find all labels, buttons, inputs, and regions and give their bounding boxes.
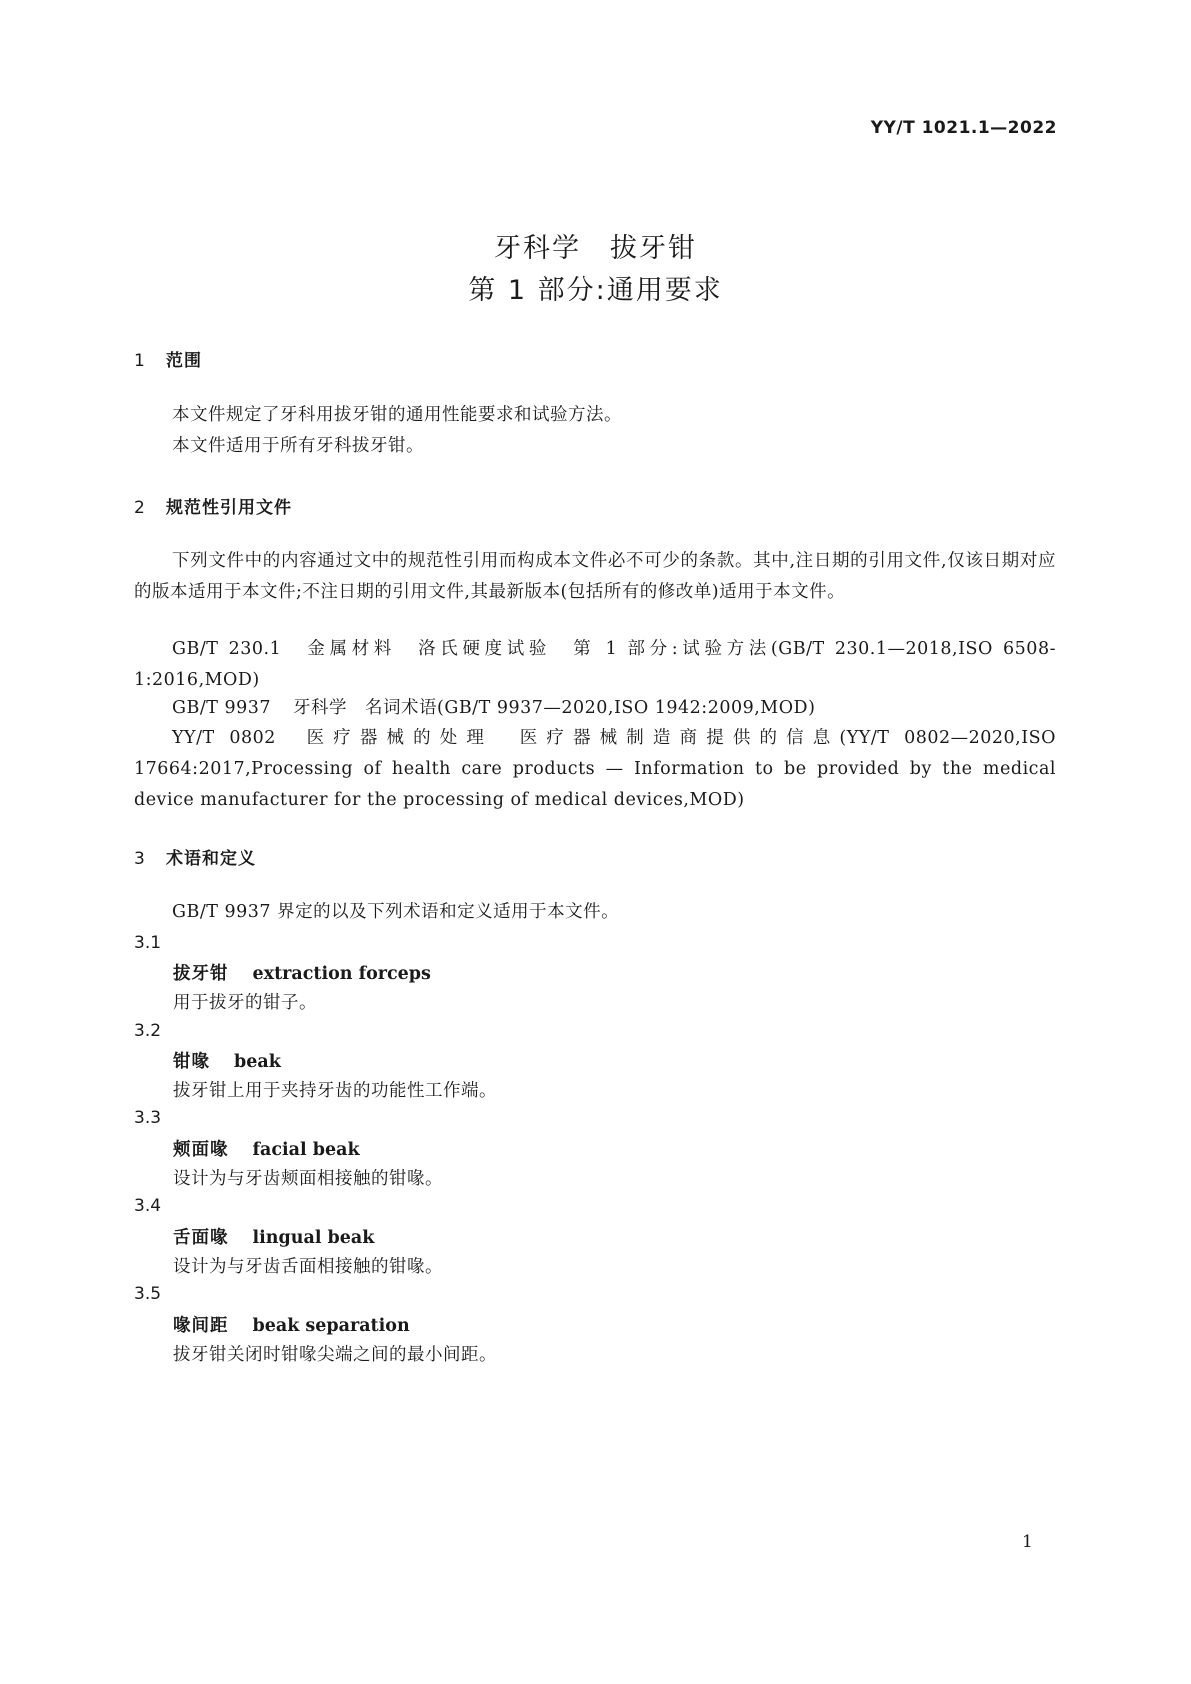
scope-paragraph-1: 本文件规定了牙科用拔牙钳的通用性能要求和试验方法。 (172, 405, 622, 425)
reference-title: 医疗器械的处理 医疗器械制造商提供的信息(YY/T 0802—2020,ISO 17664:2017,Processing of health care products — Information to be provided by the medical device manufacturer for the processing of medical devices,MOD) (134, 728, 1056, 810)
term-name-zh: 舌面喙 (173, 1228, 229, 1248)
section-3-heading (134, 844, 256, 869)
section-number: 2 (134, 498, 146, 518)
section-1-heading (134, 346, 202, 371)
reference-code: GB/T 230.1 (172, 639, 282, 659)
term-name (173, 1224, 374, 1249)
document-code: YY/T 1021.1—2022 (870, 118, 1057, 138)
term-name (173, 960, 431, 985)
term-name-zh: 钳喙 (173, 1052, 210, 1072)
reference-code: YY/T 0802 (172, 728, 276, 748)
term-number: 3.1 (134, 933, 162, 953)
reference-item-1 (134, 634, 1056, 696)
term-name-en: facial beak (252, 1140, 360, 1160)
term-definition: 拔牙钳关闭时钳喙尖端之间的最小间距。 (173, 1345, 497, 1365)
term-definition: 设计为与牙齿颊面相接触的钳喙。 (173, 1169, 443, 1189)
reference-item-3 (134, 723, 1056, 816)
document-title-line2: 第 1 部分:通用要求 (468, 275, 723, 306)
term-name-en: extraction forceps (252, 964, 431, 984)
reference-code: GB/T 9937 (172, 698, 272, 718)
term-number: 3.2 (134, 1021, 162, 1041)
section-number: 1 (134, 351, 146, 371)
term-number: 3.4 (134, 1196, 162, 1216)
section-title: 规范性引用文件 (166, 498, 292, 518)
term-name-zh: 拔牙钳 (173, 964, 229, 984)
section-number: 3 (134, 849, 146, 869)
term-name (173, 1312, 410, 1337)
terms-intro: GB/T 9937 界定的以及下列术语和定义适用于本文件。 (172, 902, 620, 922)
section-2-heading (134, 493, 292, 518)
term-definition: 设计为与牙齿舌面相接触的钳喙。 (173, 1257, 443, 1277)
term-definition: 拔牙钳上用于夹持牙齿的功能性工作端。 (173, 1081, 497, 1101)
term-name (173, 1136, 360, 1161)
reference-title: 牙科学 名词术语(GB/T 9937—2020,ISO 1942:2009,MOD) (293, 698, 816, 718)
reference-item-2 (134, 693, 1056, 724)
term-definition: 用于拔牙的钳子。 (173, 993, 317, 1013)
term-name-zh: 喙间距 (173, 1316, 229, 1336)
references-intro: 下列文件中的内容通过文中的规范性引用而构成本文件必不可少的条款。其中,注日期的引用文件,仅该日期对应的版本适用于本文件;不注日期的引用文件,其最新版本(包括所有的修改单)适用于本文件。 (134, 551, 1056, 602)
page-number: 1 (1022, 1532, 1033, 1552)
term-name-en: beak separation (252, 1316, 410, 1336)
term-name (173, 1048, 281, 1073)
reference-title: 金属材料 洛氏硬度试验 第 1 部分:试验方法(GB/T 230.1—2018,ISO 6508-1:2016,MOD) (134, 639, 1056, 690)
term-number: 3.5 (134, 1284, 162, 1304)
document-title-line1: 牙科学 拔牙钳 (494, 233, 697, 264)
section-title: 范围 (166, 351, 202, 371)
term-number: 3.3 (134, 1108, 162, 1128)
scope-paragraph-2: 本文件适用于所有牙科拔牙钳。 (172, 436, 424, 456)
section-title: 术语和定义 (166, 849, 256, 869)
term-name-zh: 颊面喙 (173, 1140, 229, 1160)
term-name-en: lingual beak (252, 1228, 375, 1248)
term-name-en: beak (234, 1052, 281, 1072)
